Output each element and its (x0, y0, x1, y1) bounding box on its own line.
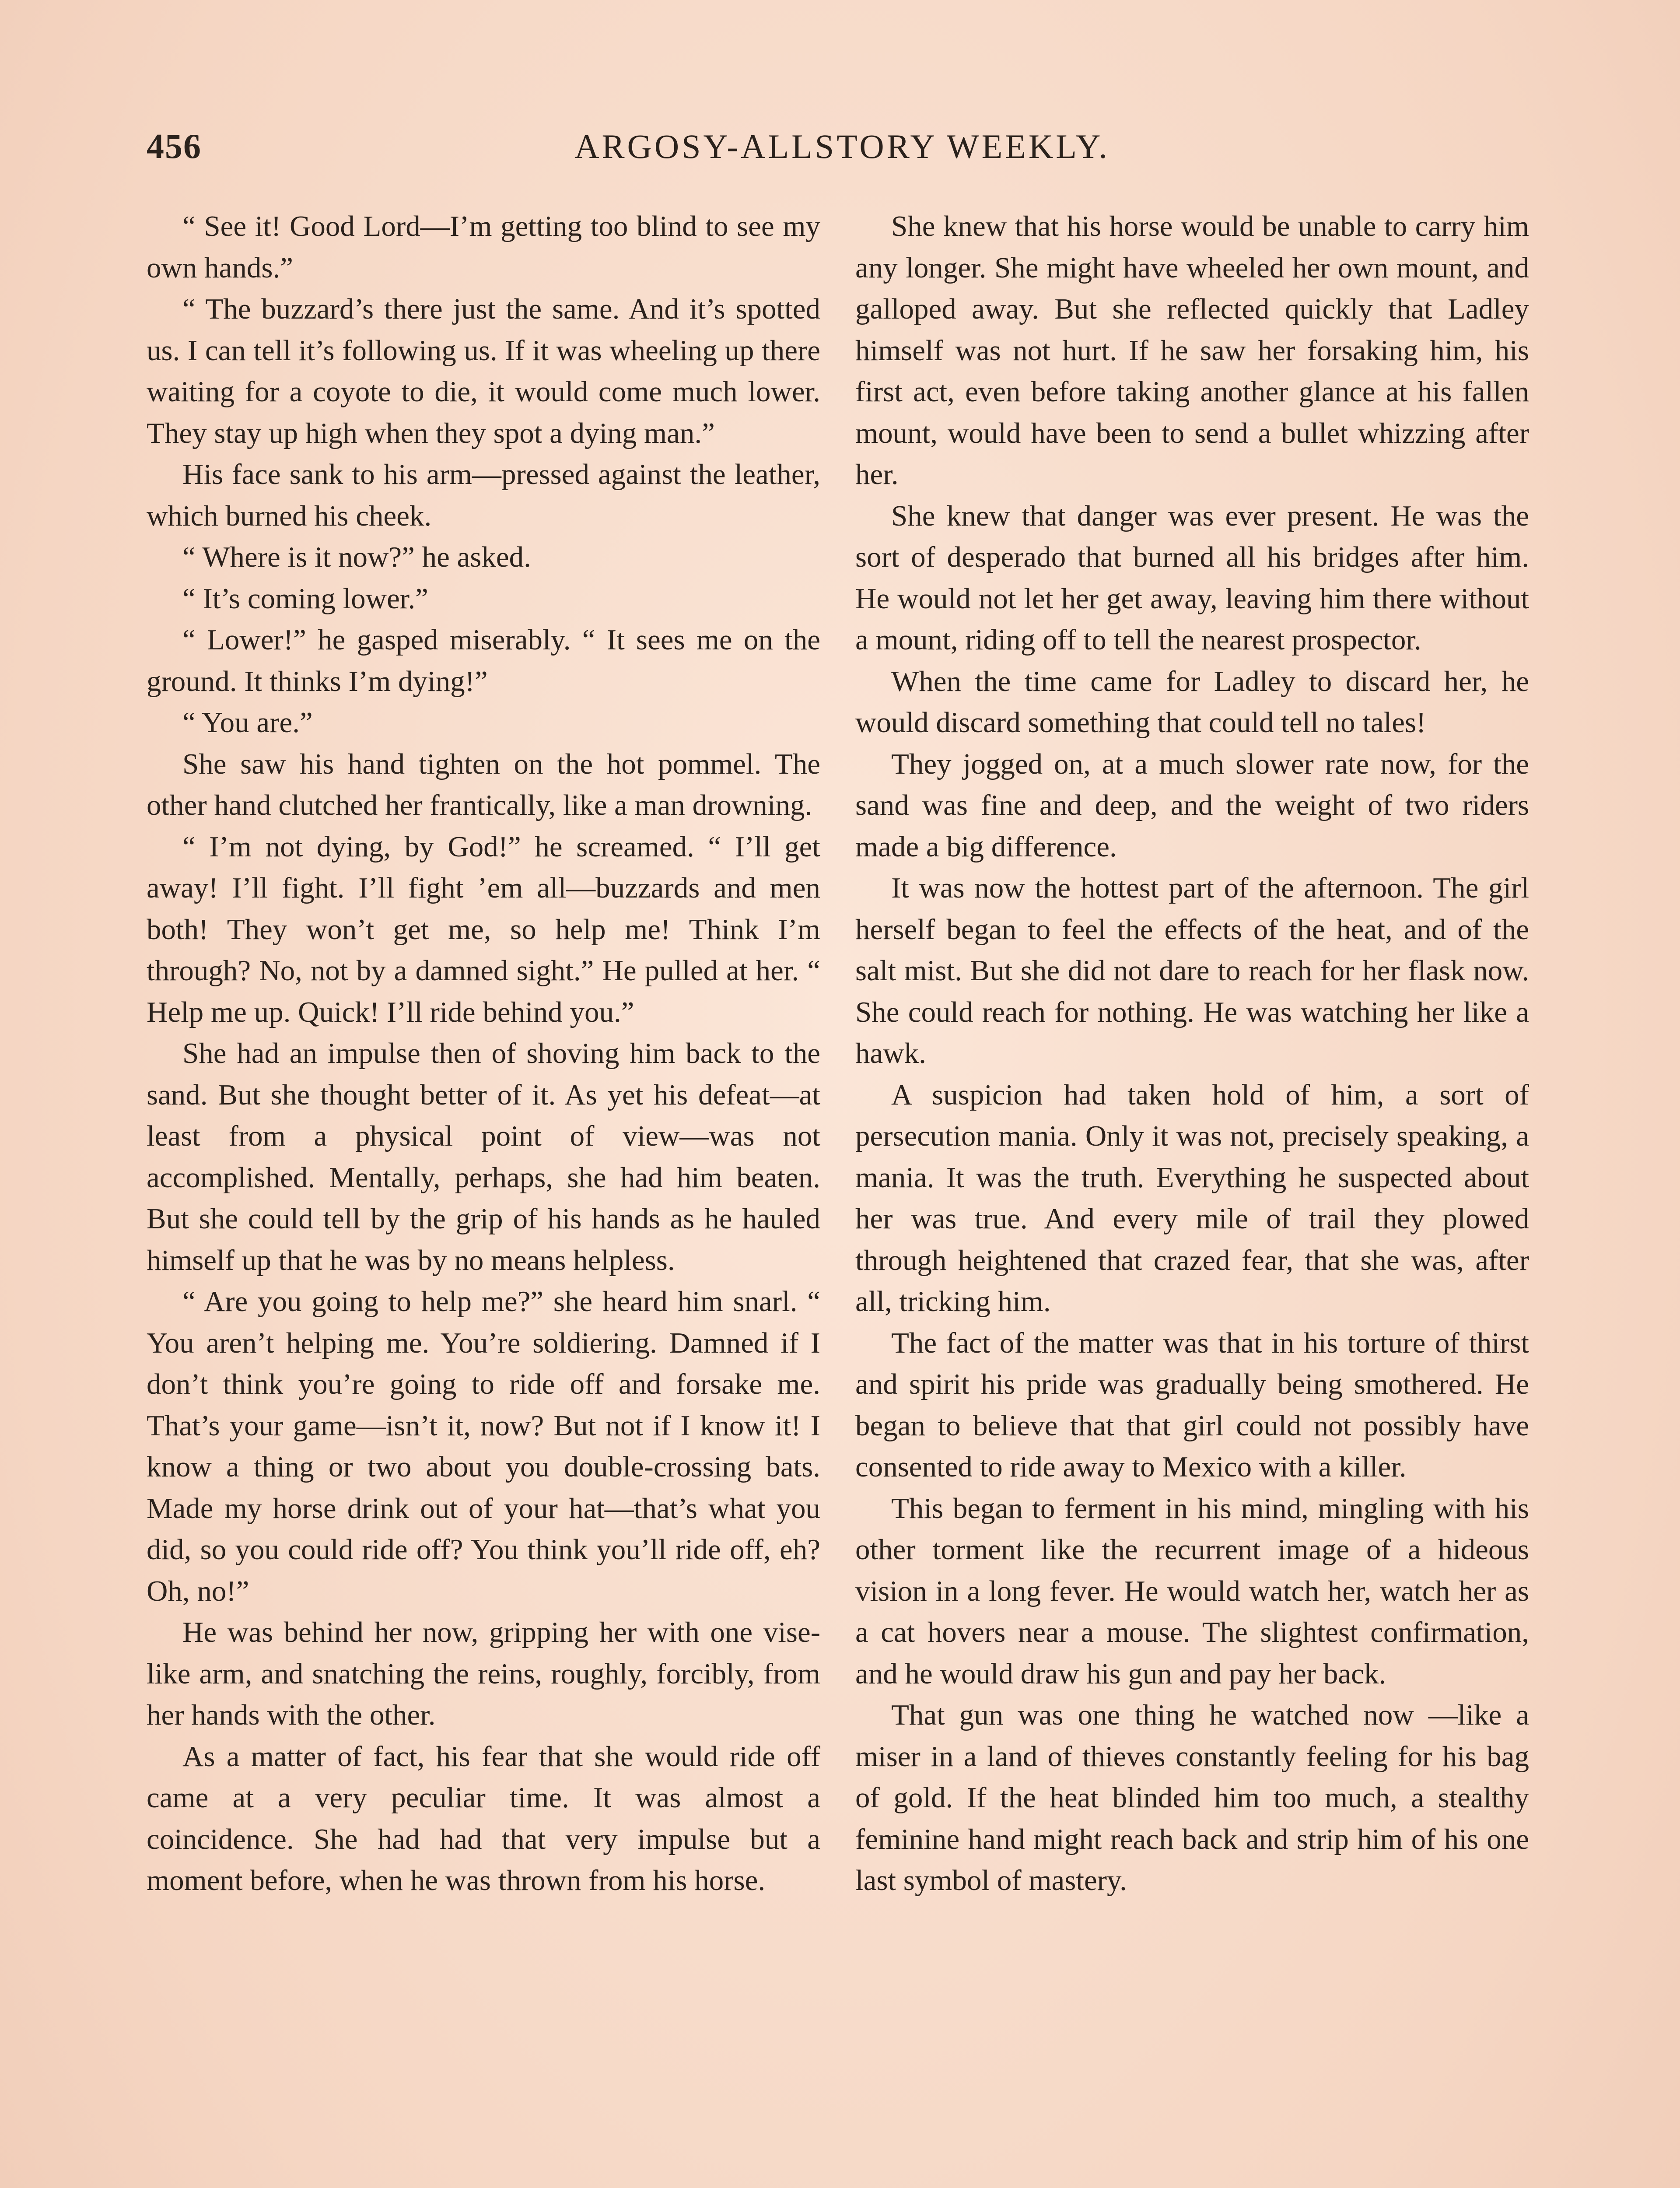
paragraph: “ You are.” (182, 706, 313, 739)
paragraph: “ See it! Good Lord—I’m getting too blind to see my own hands.” (147, 210, 820, 284)
paragraph: A suspicion had taken hold of him, a sort of persecution mania. Only it was not, precisely speaking, a mania. It was the truth. Everything he suspected about her was true. And every mile of trail they plowed through heightened that crazed fear, that she was, after all, tricking him. (855, 1078, 1529, 1318)
paragraph: When the time came for Ladley to discard her, he would discard something that could tell no tales! (855, 665, 1529, 739)
paragraph: “ Are you going to help me?” she heard him snarl. “ You aren’t helping me. You’re soldiering. Damned if I don’t think you’re going to ride off and forsake me. That’s your game—isn’t it, now? But not if I know it! I know a thing or two about you double-crossing bats. Made my horse drink out of your hat—that’s what you did, so you could ride off? You think you’ll ride off, eh? Oh, no!” (147, 1285, 820, 1607)
left-column (147, 206, 820, 1901)
paragraph: That gun was one thing he watched now —like a miser in a land of thieves constantly feeling for his bag of gold. If the heat blinded him too much, a stealthy feminine hand might reach back and strip him of his one last symbol of mastery. (855, 1699, 1529, 1897)
paragraph: The fact of the matter was that in his torture of thirst and spirit his pride was gradually being smothered. He began to believe that that girl could not possibly have consented to ride away to Mexico with a killer. (855, 1326, 1529, 1483)
paragraph: This began to ferment in his mind, mingling with his other torment like the recurrent image of a hideous vision in a long fever. He would watch her, watch her as a cat hovers near a mouse. The slightest confirmation, and he would draw his gun and pay her back. (855, 1492, 1529, 1690)
paragraph: His face sank to his arm—pressed against the leather, which burned his cheek. (147, 458, 820, 532)
paragraph: It was now the hottest part of the afternoon. The girl herself began to feel the effects of the heat, and of the salt mist. But she did not dare to reach for her flask now. She could reach for nothing. He was watching her like a hawk. (855, 872, 1529, 1069)
paragraph: “ The buzzard’s there just the same. And it’s spotted us. I can tell it’s following us. If it was wheeling up there waiting for a coyote to die, it would come much lower. They stay up high when they spot a dying man.” (147, 293, 820, 449)
right-column (855, 206, 1529, 1901)
paragraph: “ Lower!” he gasped miserably. “ It sees me on the ground. It thinks I’m dying!” (147, 624, 820, 698)
page-number: 456 (147, 127, 202, 166)
paragraph: She had an impulse then of shoving him back to the sand. But she thought better of it. As yet his defeat—at least from a physical point of view—was not accomplished. Mentally, perhaps, she had him beaten. But she could tell by the grip of his hands as he hauled himself up that he was by no means helpless. (147, 1037, 820, 1276)
paragraph: She saw his hand tighten on the hot pommel. The other hand clutched her frantically, like a man drowning. (147, 747, 820, 821)
paragraph: They jogged on, at a much slower rate now, for the sand was fine and deep, and the weight of two riders made a big difference. (855, 747, 1529, 863)
paragraph: She knew that danger was ever present. He was the sort of desperado that burned all his bridges after him. He would not let her get away, leaving him there without a mount, riding off to tell the nearest prospector. (855, 499, 1529, 656)
paragraph: “ I’m not dying, by God!” he screamed. “ I’ll get away! I’ll fight. I’ll fight ’em all—buzzards and men both! They won’t get me, so help me! Think I’m through? No, not by a damned sight.” He pulled at her. “ Help me up. Quick! I’ll ride behind you.” (147, 830, 820, 1028)
paragraph: She knew that his horse would be unable to carry him any longer. She might have wheeled her own mount, and galloped away. But she reflected quickly that Ladley himself was not hurt. If he saw her forsaking him, his first act, even before taking another glance at his fallen mount, would have been to send a bullet whizzing after her. (855, 210, 1529, 491)
running-head: ARGOSY-ALLSTORY WEEKLY. (574, 127, 1110, 165)
page-header (147, 127, 1538, 179)
paragraph: As a matter of fact, his fear that she would ride off came at a very peculiar time. It was almost a coincidence. She had had that very impulse but a moment before, when he was thrown from his horse. (147, 1740, 820, 1897)
paragraph: “ It’s coming lower.” (182, 582, 428, 615)
paragraph: He was behind her now, gripping her with one vise-like arm, and snatching the reins, roughly, forcibly, from her hands with the other. (147, 1616, 820, 1731)
paragraph: “ Where is it now?” he asked. (182, 541, 531, 573)
